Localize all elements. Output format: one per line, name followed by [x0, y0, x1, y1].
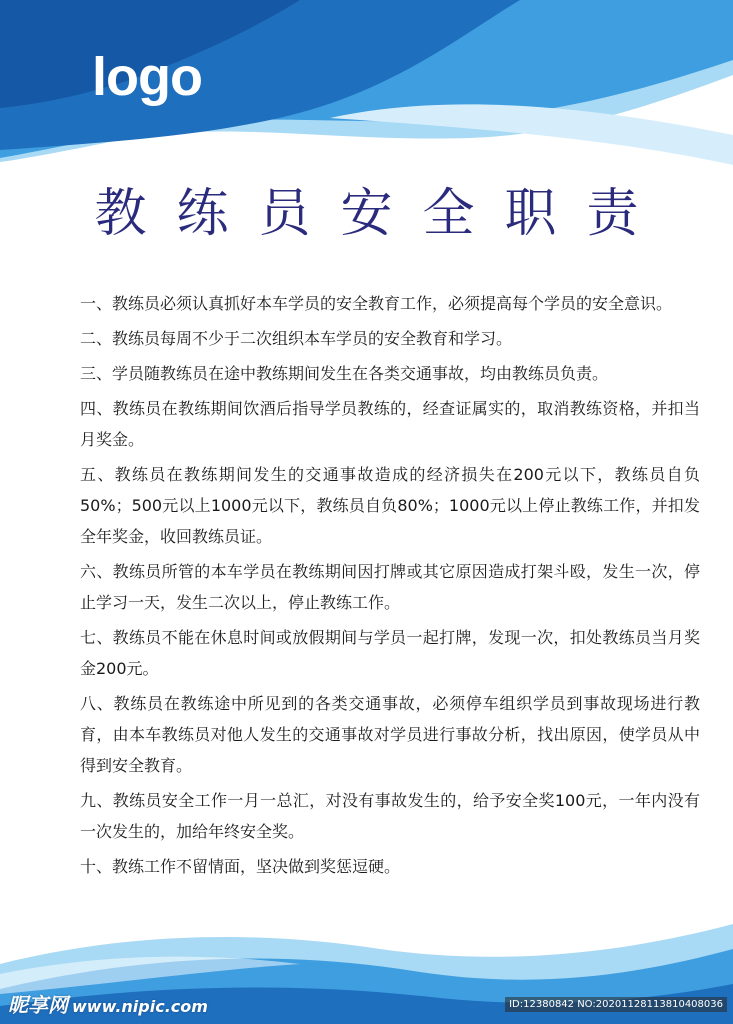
rule-item: 四、教练员在教练期间饮酒后指导学员教练的，经查证属实的，取消教练资格，并扣当月奖金。 — [80, 399, 700, 449]
rule-item: 九、教练员安全工作一月一总汇，对没有事故发生的，给予安全奖100元，一年内没有一次发生的，加给年终安全奖。 — [80, 791, 700, 841]
watermark-id: ID:12380842 NO:20201128113810408036 — [505, 997, 727, 1012]
page-title: 教练员安全职责 — [94, 184, 669, 244]
rule-item: 三、学员随教练员在途中教练期间发生在各类交通事故，均由教练员负责。 — [80, 364, 609, 383]
rule-item: 五、教练员在教练期间发生的交通事故造成的经济损失在200元以下，教练员自负50%；500元以上1000元以下，教练员自负80%；1000元以上停止教练工作，并扣发全年奖金，收回教练员证。 — [80, 465, 700, 546]
rule-item: 一、教练员必须认真抓好本车学员的安全教育工作，必须提高每个学员的安全意识。 — [80, 294, 673, 313]
rule-item: 十、教练工作不留情面，坚决做到奖惩逗硬。 — [80, 857, 401, 876]
rule-item: 二、教练员每周不少于二次组织本车学员的安全教育和学习。 — [80, 329, 513, 348]
rule-item: 六、教练员所管的本车学员在教练期间因打牌或其它原因造成打架斗殴，发生一次，停止学习一天，发生二次以上，停止教练工作。 — [80, 562, 700, 612]
watermark-brand — [8, 989, 208, 1018]
logo-text: logo — [92, 47, 202, 107]
rule-item: 七、教练员不能在休息时间或放假期间与学员一起打牌，发现一次，扣处教练员当月奖金200元。 — [80, 628, 700, 678]
watermark-site-text: www.nipic.com — [72, 997, 208, 1016]
watermark-brand-text: 昵享网 — [8, 993, 68, 1017]
rule-item: 八、教练员在教练途中所见到的各类交通事故，必须停车组织学员到事故现场进行教育，由本车教练员对他人发生的交通事故对学员进行事故分析，找出原因，使学员从中得到安全教育。 — [80, 694, 700, 775]
rules-list — [80, 288, 700, 886]
